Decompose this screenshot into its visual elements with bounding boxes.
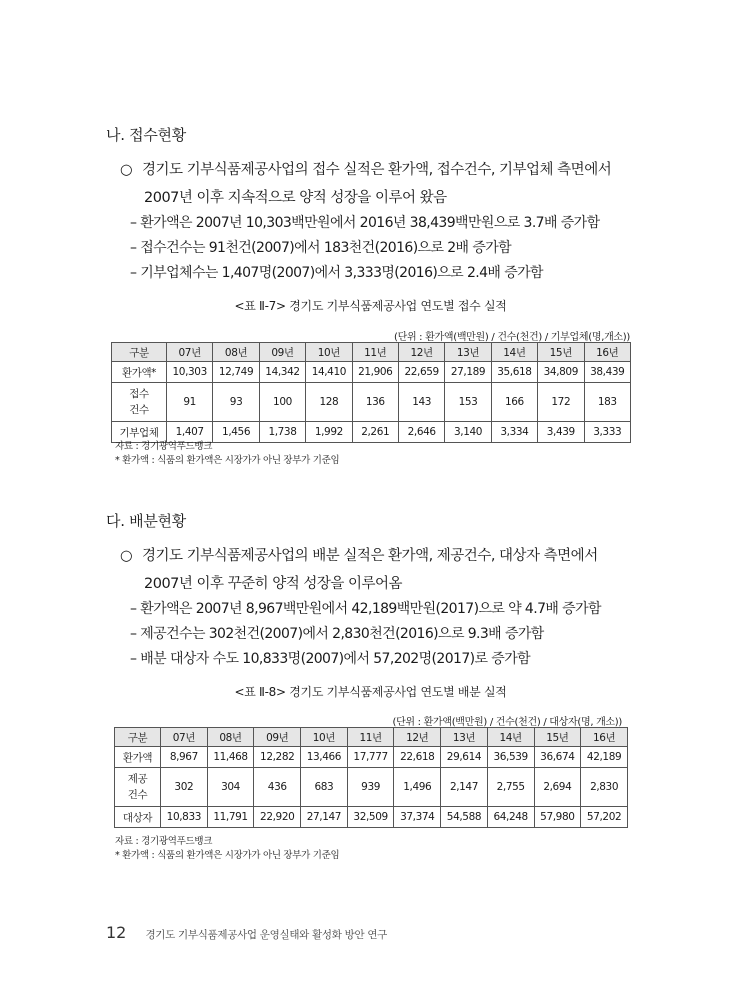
table-source: 자료 : 경기광역푸드뱅크 <box>115 836 213 847</box>
table-caption: <표 Ⅱ-7> 경기도 기부식품제공사업 연도별 접수 실적 <box>234 299 507 313</box>
bullet-text-line2: 2007년 이후 지속적으로 양적 성장을 이루어 왔음 <box>144 190 447 206</box>
header-cell: 16년 <box>581 728 628 747</box>
table-cell: 22,659 <box>398 362 444 383</box>
table-cell: 11,468 <box>207 747 254 768</box>
table-cell: 11,791 <box>207 807 254 828</box>
header-cell: 07년 <box>161 728 208 747</box>
table-cell: 143 <box>398 383 444 422</box>
table-cell: 10,833 <box>161 807 208 828</box>
table-footnote: * 환가액 : 식품의 환가액은 시장가가 아닌 장부가 기준임 <box>115 455 340 466</box>
table-cell: 939 <box>347 768 394 807</box>
header-cell: 11년 <box>347 728 394 747</box>
table-cell: 166 <box>491 383 537 422</box>
table-cell: 91 <box>167 383 213 422</box>
row-label: 제공 건수 <box>115 768 161 807</box>
table-cell: 1,496 <box>394 768 441 807</box>
table-cell: 3,439 <box>538 422 584 443</box>
table-cell: 27,189 <box>445 362 491 383</box>
page-number: 12 <box>106 923 127 942</box>
bullet-text-line1: 경기도 기부식품제공사업의 배분 실적은 환가액, 제공건수, 대상자 측면에서 <box>142 548 598 564</box>
table-cell: 3,334 <box>491 422 537 443</box>
table-cell: 2,646 <box>398 422 444 443</box>
header-cell: 13년 <box>445 343 491 362</box>
table-cell: 22,920 <box>254 807 301 828</box>
header-cell: 16년 <box>584 343 630 362</box>
table-unit: (단위 : 환가액(백만원) / 건수(천건) / 대상자(명, 개소)) <box>392 717 622 728</box>
table-cell: 183 <box>584 383 630 422</box>
table-row <box>115 747 628 768</box>
table-header-row <box>112 343 631 362</box>
page-footer <box>106 923 387 942</box>
table-cell: 153 <box>445 383 491 422</box>
table-cell: 17,777 <box>347 747 394 768</box>
header-cell: 12년 <box>394 728 441 747</box>
table-cell: 3,140 <box>445 422 491 443</box>
table-cell: 436 <box>254 768 301 807</box>
table-cell: 93 <box>213 383 259 422</box>
header-cell: 14년 <box>491 343 537 362</box>
table-cell: 128 <box>306 383 352 422</box>
distribution-table <box>114 727 628 828</box>
row-label: 기부업체 <box>112 422 167 443</box>
table-cell: 34,809 <box>538 362 584 383</box>
table-cell: 8,967 <box>161 747 208 768</box>
sub-item: – 제공건수는 302천건(2007)에서 2,830천건(2016)으로 9.3배 증가함 <box>130 626 544 642</box>
bullet-distribution <box>120 542 640 598</box>
sub-item: – 환가액은 2007년 8,967백만원에서 42,189백만원(2017)으로 약 4.7배 증가함 <box>130 601 601 617</box>
table-cell: 29,614 <box>441 747 488 768</box>
table-cell: 2,261 <box>352 422 398 443</box>
header-cell: 08년 <box>207 728 254 747</box>
table-cell: 2,755 <box>487 768 534 807</box>
table-source: 자료 : 경기광역푸드뱅크 <box>115 441 213 452</box>
reception-table <box>111 342 631 443</box>
table-cell: 2,830 <box>581 768 628 807</box>
table-cell: 13,466 <box>301 747 348 768</box>
sub-item: – 기부업체수는 1,407명(2007)에서 3,333명(2016)으로 2.4배 증가함 <box>130 265 543 281</box>
table-row <box>112 362 631 383</box>
table-cell: 304 <box>207 768 254 807</box>
sub-item: – 접수건수는 91천건(2007)에서 183천건(2016)으로 2배 증가함 <box>130 240 512 256</box>
header-cell: 12년 <box>398 343 444 362</box>
footer-title: 경기도 기부식품제공사업 운영실태와 활성화 방안 연구 <box>145 929 388 941</box>
header-cell: 09년 <box>259 343 305 362</box>
row-label: 대상자 <box>115 807 161 828</box>
table-cell: 2,694 <box>534 768 581 807</box>
bullet-reception <box>120 156 640 212</box>
bullet-text-line1: 경기도 기부식품제공사업의 접수 실적은 환가액, 접수건수, 기부업체 측면에서 <box>142 162 612 178</box>
table-cell: 14,410 <box>306 362 352 383</box>
row-label: 접수 건수 <box>112 383 167 422</box>
sub-item: – 환가액은 2007년 10,303백만원에서 2016년 38,439백만원으로 3.7배 증가함 <box>130 215 600 231</box>
header-cell: 10년 <box>306 343 352 362</box>
table-cell: 36,539 <box>487 747 534 768</box>
header-cell: 13년 <box>441 728 488 747</box>
header-cell: 구분 <box>112 343 167 362</box>
table-cell: 12,282 <box>254 747 301 768</box>
bullet-mark: ○ <box>120 162 133 178</box>
bullet-mark: ○ <box>120 548 133 564</box>
section-heading-distribution: 다. 배분현황 <box>106 512 186 530</box>
table-cell: 14,342 <box>259 362 305 383</box>
table-cell: 683 <box>301 768 348 807</box>
table-cell: 64,248 <box>487 807 534 828</box>
row-label: 환가액* <box>112 362 167 383</box>
table-cell: 1,456 <box>213 422 259 443</box>
table-footnote: * 환가액 : 식품의 환가액은 시장가가 아닌 장부가 기준임 <box>115 850 340 861</box>
section-heading-reception: 나. 접수현황 <box>106 126 186 144</box>
table-cell: 54,588 <box>441 807 488 828</box>
header-cell: 09년 <box>254 728 301 747</box>
table-cell: 32,509 <box>347 807 394 828</box>
header-cell: 08년 <box>213 343 259 362</box>
table-cell: 3,333 <box>584 422 630 443</box>
header-cell: 14년 <box>487 728 534 747</box>
table-cell: 1,407 <box>167 422 213 443</box>
table-cell: 1,992 <box>306 422 352 443</box>
table-cell: 38,439 <box>584 362 630 383</box>
table-cell: 22,618 <box>394 747 441 768</box>
sub-item: – 배분 대상자 수도 10,833명(2007)에서 57,202명(2017)로 증가함 <box>130 651 531 667</box>
table-cell: 27,147 <box>301 807 348 828</box>
table-header-row <box>115 728 628 747</box>
table-cell: 100 <box>259 383 305 422</box>
table-cell: 10,303 <box>167 362 213 383</box>
header-cell: 15년 <box>538 343 584 362</box>
table-caption: <표 Ⅱ-8> 경기도 기부식품제공사업 연도별 배분 실적 <box>234 685 507 699</box>
table-unit: (단위 : 환가액(백만원) / 건수(천건) / 기부업체(명,개소)) <box>393 332 630 343</box>
table-cell: 57,202 <box>581 807 628 828</box>
header-cell: 07년 <box>167 343 213 362</box>
table-cell: 57,980 <box>534 807 581 828</box>
table-cell: 136 <box>352 383 398 422</box>
header-cell: 10년 <box>301 728 348 747</box>
bullet-text-line2: 2007년 이후 꾸준히 양적 성장을 이루어옴 <box>144 576 403 592</box>
header-cell: 15년 <box>534 728 581 747</box>
table-row <box>112 383 631 422</box>
row-label: 환가액 <box>115 747 161 768</box>
table-cell: 302 <box>161 768 208 807</box>
header-cell: 구분 <box>115 728 161 747</box>
table-cell: 35,618 <box>491 362 537 383</box>
table-cell: 21,906 <box>352 362 398 383</box>
table-cell: 172 <box>538 383 584 422</box>
table-row <box>115 768 628 807</box>
table-cell: 12,749 <box>213 362 259 383</box>
table-cell: 42,189 <box>581 747 628 768</box>
table-cell: 37,374 <box>394 807 441 828</box>
header-cell: 11년 <box>352 343 398 362</box>
table-cell: 2,147 <box>441 768 488 807</box>
table-row <box>115 807 628 828</box>
table-cell: 1,738 <box>259 422 305 443</box>
table-cell: 36,674 <box>534 747 581 768</box>
